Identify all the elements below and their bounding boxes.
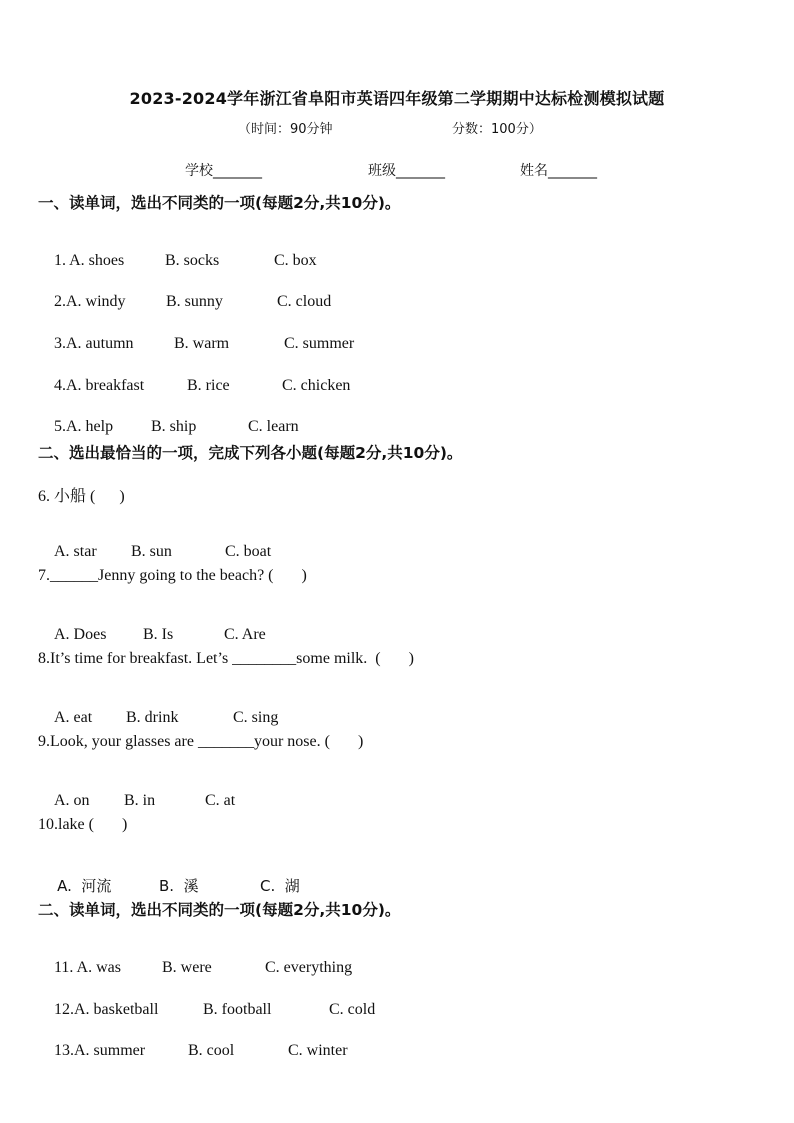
q9-option-b: B. in [124,792,156,809]
q11-option-c: C. everything [265,959,353,976]
name-field: 姓名_______ [520,163,597,179]
q7-option-c: C. Are [224,626,266,643]
q5-option-a: 5.A. help [54,418,114,435]
q2-option-c: C. cloud [277,293,332,310]
question-9-stem: 9.Look, your glasses are _______your nose. ( ) [38,733,364,750]
section-heading-2: 二、选出最恰当的一项，完成下列各小题(每题2分,共10分)。 [38,444,463,462]
q13-option-b: B. cool [188,1042,235,1059]
q2-option-a: 2.A. windy [54,293,126,310]
q11-option-b: B. were [162,959,212,976]
q4-option-a: 4.A. breakfast [54,377,145,394]
q3-option-a: 3.A. autumn [54,335,134,352]
q9-option-c: C. at [205,792,236,809]
q7-option-b: B. Is [143,626,174,643]
exam-title: 2023-2024学年浙江省阜阳市英语四年级第二学期期中达标检测模拟试题 [129,89,665,108]
q5-option-b: B. ship [151,418,197,435]
q4-option-b: B. rice [187,377,230,394]
q5-option-c: C. learn [248,418,299,435]
q10-option-b: B. 溪 [159,877,199,895]
q9-option-a: A. on [54,792,90,809]
q2-option-b: B. sunny [166,293,223,310]
q7-option-a: A. Does [54,626,107,643]
q12-option-c: C. cold [329,1001,376,1018]
q6-option-c: C. boat [225,543,272,560]
q6-option-a: A. star [54,543,97,560]
section-heading-3: 二、读单词，选出不同类的一项(每题2分,共10分)。 [38,901,401,919]
q10-option-c: C. 湖 [260,877,300,895]
q3-option-c: C. summer [284,335,355,352]
q11-option-a: 11. A. was [54,959,121,976]
q1-option-b: B. socks [165,252,220,269]
q1-option-c: C. box [274,252,317,269]
q13-option-a: 13.A. summer [54,1042,146,1059]
exam-score: 分数：100分） [452,122,542,137]
q10-option-a: A. 河流 [57,877,112,895]
class-field: 班级_______ [368,163,445,179]
q13-option-c: C. winter [288,1042,348,1059]
section-heading-1: 一、读单词，选出不同类的一项(每题2分,共10分)。 [38,194,401,212]
school-field: 学校_______ [185,163,262,179]
q8-option-c: C. sing [233,709,279,726]
q8-option-b: B. drink [126,709,179,726]
q8-option-a: A. eat [54,709,93,726]
q4-option-c: C. chicken [282,377,351,394]
question-6-stem: 6. 小船 ( ) [38,488,125,505]
q12-option-b: B. football [203,1001,272,1018]
q3-option-b: B. warm [174,335,230,352]
exam-time: （时间：90分钟 [238,122,333,137]
q1-option-a: 1. A. shoes [54,252,125,269]
question-7-stem: 7.______Jenny going to the beach? ( ) [38,567,307,584]
q12-option-a: 12.A. basketball [54,1001,159,1018]
question-8-stem: 8.It’s time for breakfast. Let’s ________some milk. ( ) [38,650,414,667]
question-10-stem: 10.lake ( ) [38,816,128,833]
question-13 [38,1024,348,1078]
q6-option-b: B. sun [131,543,172,560]
